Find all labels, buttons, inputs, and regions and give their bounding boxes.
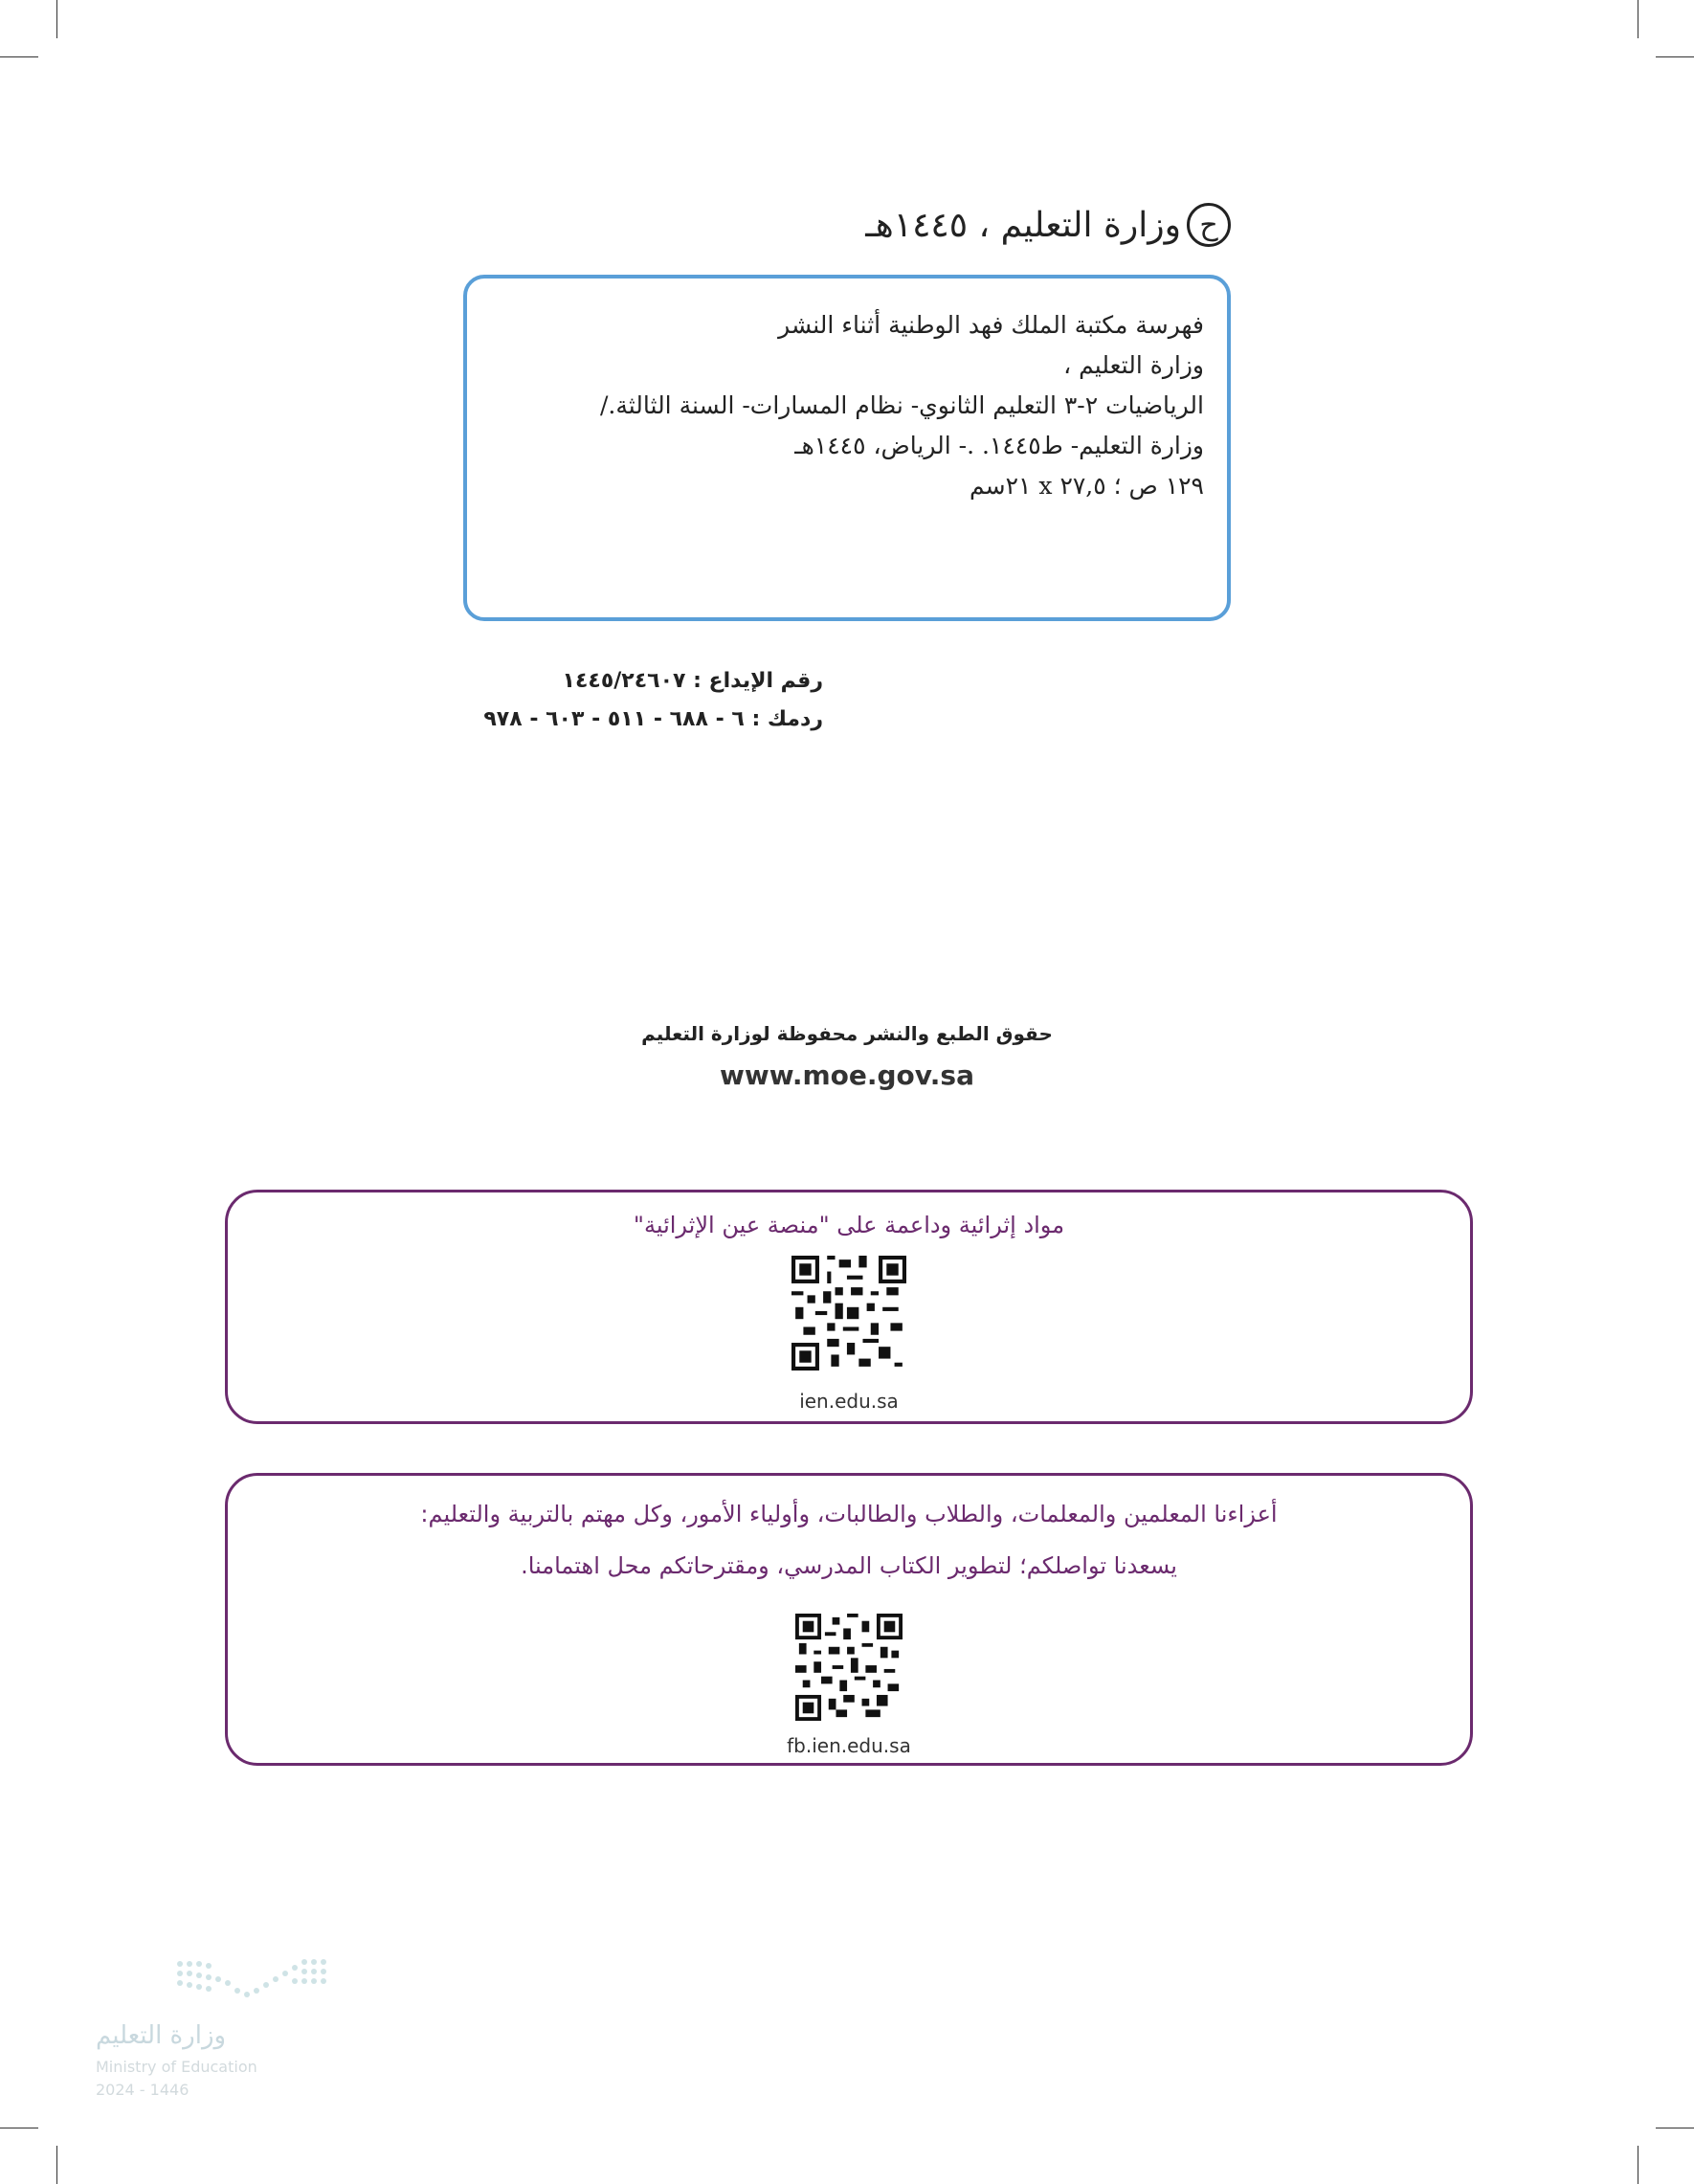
catalog-lines bbox=[600, 305, 1204, 506]
website-link[interactable]: www.moe.gov.sa bbox=[720, 1059, 974, 1091]
catalog-line: وزارة التعليم- ط١٤٤٥. .- الرياض، ١٤٤٥هـ bbox=[794, 432, 1204, 459]
catalog-line: وزارة التعليم ، bbox=[1063, 351, 1204, 379]
ien-qr-code-icon[interactable] bbox=[791, 1256, 906, 1371]
copyright-title bbox=[865, 203, 1231, 247]
copyright-title-text: وزارة التعليم ، ١٤٤٥هـ bbox=[865, 205, 1181, 245]
isbn: ردمك : ٦ - ٦٨٨ - ٥١١ - ٦٠٣ - ٩٧٨ bbox=[483, 707, 823, 731]
catalog-line: الرياضيات ٢-٣ التعليم الثانوي- نظام المسارات- السنة الثالثة./ bbox=[599, 391, 1204, 419]
crop-mark bbox=[56, 0, 57, 38]
feedback-line-1: أعزاءنا المعلمين والمعلمات، والطلاب والطالبات، وأولياء الأمور، وكل مهتم بالتربية والتعليم: bbox=[420, 1501, 1278, 1527]
crop-mark bbox=[0, 56, 38, 57]
deposit-info bbox=[483, 662, 823, 739]
crop-mark bbox=[56, 2146, 57, 2184]
rights-text: حقوق الطبع والنشر محفوظة لوزارة التعليم bbox=[641, 1022, 1053, 1045]
ien-text: مواد إثرائية وداعمة على "منصة عين الإثرائية" bbox=[633, 1212, 1065, 1238]
feedback-box bbox=[225, 1473, 1473, 1766]
deposit-number: رقم الإيداع : ١٤٤٥/٢٤٦٠٧ bbox=[562, 669, 823, 693]
feedback-url[interactable]: fb.ien.edu.sa bbox=[787, 1734, 911, 1757]
ministry-logo-arabic: وزارة التعليم bbox=[96, 2021, 227, 2050]
feedback-line-2: يسعدنا تواصلكم؛ لتطوير الكتاب المدرسي، ومقترحاتكم محل اهتمامنا. bbox=[521, 1552, 1177, 1579]
ministry-logo-year: 2024 - 1446 bbox=[96, 2081, 189, 2099]
feedback-qr-code-icon[interactable] bbox=[795, 1614, 903, 1721]
crop-mark bbox=[1656, 56, 1694, 57]
copyright-circle-icon: ح bbox=[1187, 203, 1231, 247]
catalog-line: ١٢٩ ص ؛ ٢٧,٥ x ٢١سم bbox=[969, 472, 1204, 500]
catalog-box bbox=[463, 275, 1231, 621]
ministry-logo-english: Ministry of Education bbox=[96, 2058, 257, 2076]
catalog-line: فهرسة مكتبة الملك فهد الوطنية أثناء النشر bbox=[778, 311, 1204, 339]
ien-box bbox=[225, 1190, 1473, 1424]
ministry-logo-dots-icon bbox=[92, 1952, 350, 2019]
ien-url[interactable]: ien.edu.sa bbox=[799, 1390, 899, 1413]
